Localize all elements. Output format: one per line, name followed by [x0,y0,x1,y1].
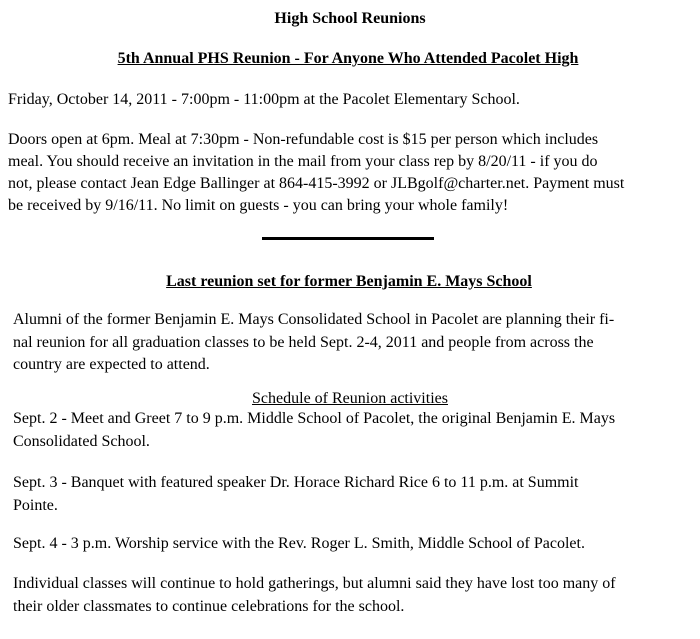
schedule-line: Pointe. [13,496,58,514]
intro-line: Alumni of the former Benjamin E. Mays Consolidated School in Pacolet are planning their fi- [13,311,615,328]
details-line: not, please contact Jean Edge Ballinger at 864-415-3992 or JLBgolf@charter.net. Payment must [8,175,625,192]
event-date-line: Friday, October 14, 2011 - 7:00pm - 11:00pm at the Pacolet Elementary School. [8,91,520,108]
section2-intro [13,309,614,377]
page-title: High School Reunions [274,10,426,27]
closing-line: their older classmates to continue celebrations for the school. [13,597,405,615]
schedule-sept-3 [13,472,578,517]
section1-heading: 5th Annual PHS Reunion - For Anyone Who Attended Pacolet High [117,50,579,67]
schedule-sept-4: Sept. 4 - 3 p.m. Worship service with the Rev. Roger L. Smith, Middle School of Pacolet. [13,535,585,552]
schedule-sept-2 [13,408,615,453]
event-details [8,129,624,217]
details-line: Doors open at 6pm. Meal at 7:30pm - Non-refundable cost is $15 per person which includes [8,131,599,148]
schedule-heading: Schedule of Reunion activities [252,390,448,407]
intro-line: country are expected to attend. [13,356,210,373]
closing-paragraph [13,573,616,618]
section-divider [262,237,434,240]
section2-heading: Last reunion set for former Benjamin E. Mays School [166,273,532,290]
schedule-line: Sept. 2 - Meet and Greet 7 to 9 p.m. Middle School of Pacolet, the original Benjamin E. Mays [13,410,616,427]
intro-line: nal reunion for all graduation classes to be held Sept. 2-4, 2011 and people from across the [13,333,594,351]
schedule-line: Sept. 3 - Banquet with featured speaker Dr. Horace Richard Rice 6 to 11 p.m. at Summit [13,474,579,491]
details-line: be received by 9/16/11. No limit on guests - you can bring your whole family! [8,197,509,214]
closing-line: Individual classes will continue to hold gatherings, but alumni said they have lost too many of [13,575,616,592]
schedule-line: Consolidated School. [13,432,150,450]
details-line: meal. You should receive an invitation in the mail from your class rep by 8/20/11 - if you do [8,153,598,170]
